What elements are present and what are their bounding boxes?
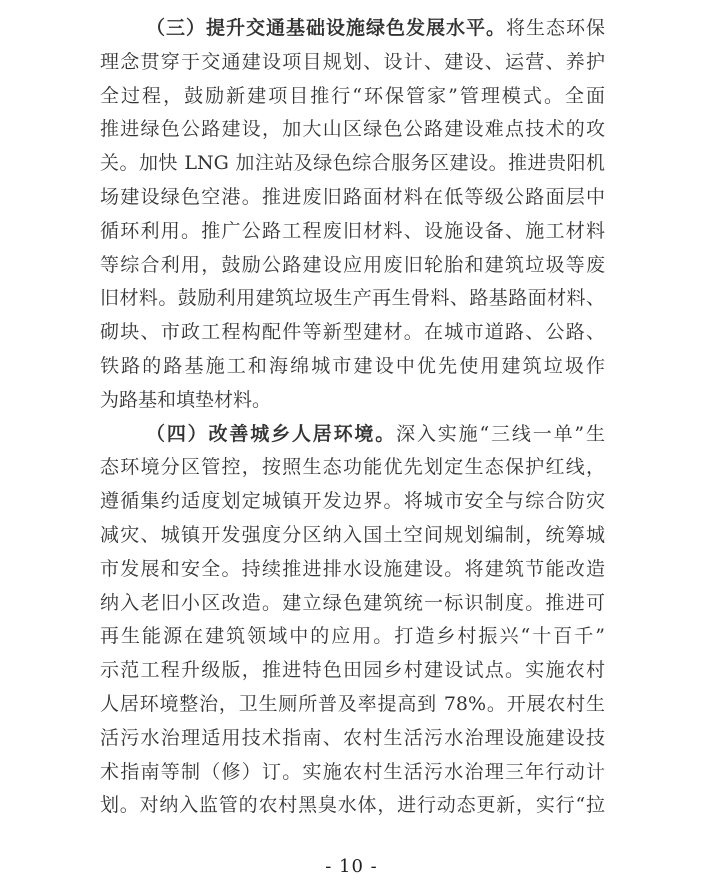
line-text: 市发展和安全。持续推进排水设施建设。将建筑节能改造 <box>100 557 605 580</box>
line-text: 推进绿色公路建设，加大山区绿色公路建设难点技术的攻 <box>100 118 605 141</box>
line-text: 深入实施“三线一单”生 <box>396 422 605 445</box>
text-line-14 <box>100 451 605 485</box>
line-text: 旧材料。鼓励利用建筑垃圾生产再生骨料、路基路面材料、 <box>100 287 605 310</box>
line-text: 示范工程升级版，推进特色田园乡村建设试点。实施农村 <box>100 659 605 682</box>
line-text: 关。加快 LNG 加注站及绿色综合服务区建设。推进贵阳机 <box>100 152 605 175</box>
line-text: 全过程，鼓励新建项目推行“环保管家”管理模式。全面 <box>100 84 605 107</box>
text-line-4 <box>100 113 605 147</box>
line-text: 减灾、城镇开发强度分区纳入国土空间规划编制，统筹城 <box>100 523 605 546</box>
text-line-22 <box>100 722 605 756</box>
text-line-8 <box>100 249 605 283</box>
text-line-21 <box>100 688 605 722</box>
text-line-16 <box>100 519 605 553</box>
text-line-9 <box>100 282 605 316</box>
text-line-15 <box>100 485 605 519</box>
line-text: 遵循集约适度划定城镇开发边界。将城市安全与综合防灾 <box>100 490 605 513</box>
line-text: 人居环境整治，卫生厕所普及率提高到 78%。开展农村生 <box>100 692 605 715</box>
text-line-5 <box>100 147 605 181</box>
text-line-7 <box>100 215 605 249</box>
line-text: 态环境分区管控，按照生态功能优先划定生态保护红线， <box>100 456 605 479</box>
line-text: 砌块、市政工程构配件等新型建材。在城市道路、公路、 <box>100 321 605 344</box>
text-block <box>100 12 605 823</box>
line-text: 活污水治理适用技术指南、农村生活污水治理设施建设技 <box>100 726 605 749</box>
section-heading: （四）改善城乡人居环境。 <box>146 422 397 445</box>
section-heading: （三）提升交通基础设施绿色发展水平。 <box>146 17 506 39</box>
text-line-24 <box>100 789 605 823</box>
line-text: 等综合利用，鼓励公路建设应用废旧轮胎和建筑垃圾等废 <box>100 253 605 276</box>
text-line-17 <box>100 553 605 587</box>
line-text: 循环利用。推广公路工程废旧材料、设施设备、施工材料 <box>100 219 605 242</box>
text-line-23 <box>100 756 605 790</box>
line-text: 场建设绿色空港。推进废旧路面材料在低等级公路面层中 <box>100 185 605 208</box>
line-text: 划。对纳入监管的农村黑臭水体，进行动态更新，实行“拉 <box>100 794 605 817</box>
text-line-12 <box>100 384 605 418</box>
text-line-20 <box>100 654 605 688</box>
text-line-10 <box>100 316 605 350</box>
text-line-1 <box>100 12 605 46</box>
text-line-2 <box>100 46 605 80</box>
line-text: 铁路的路基施工和海绵城市建设中优先使用建筑垃圾作 <box>100 354 605 377</box>
text-line-18 <box>100 587 605 621</box>
line-text: 纳入老旧小区改造。建立绿色建筑统一标识制度。推进可 <box>100 591 605 614</box>
line-text: 理念贯穿于交通建设项目规划、设计、建设、运营、养护 <box>100 50 605 73</box>
line-text: 将生态环保 <box>505 17 605 39</box>
line-text: 术指南等制（修）订。实施农村生活污水治理三年行动计 <box>100 760 605 783</box>
text-line-11 <box>100 350 605 384</box>
text-line-6 <box>100 181 605 215</box>
line-text: 为路基和填垫材料。 <box>100 388 272 411</box>
text-line-13 <box>100 418 605 452</box>
line-text: 再生能源在建筑领域中的应用。打造乡村振兴“十百千” <box>100 625 605 648</box>
text-line-3 <box>100 80 605 114</box>
text-line-19 <box>100 620 605 654</box>
page-number: - 10 - <box>325 856 378 877</box>
